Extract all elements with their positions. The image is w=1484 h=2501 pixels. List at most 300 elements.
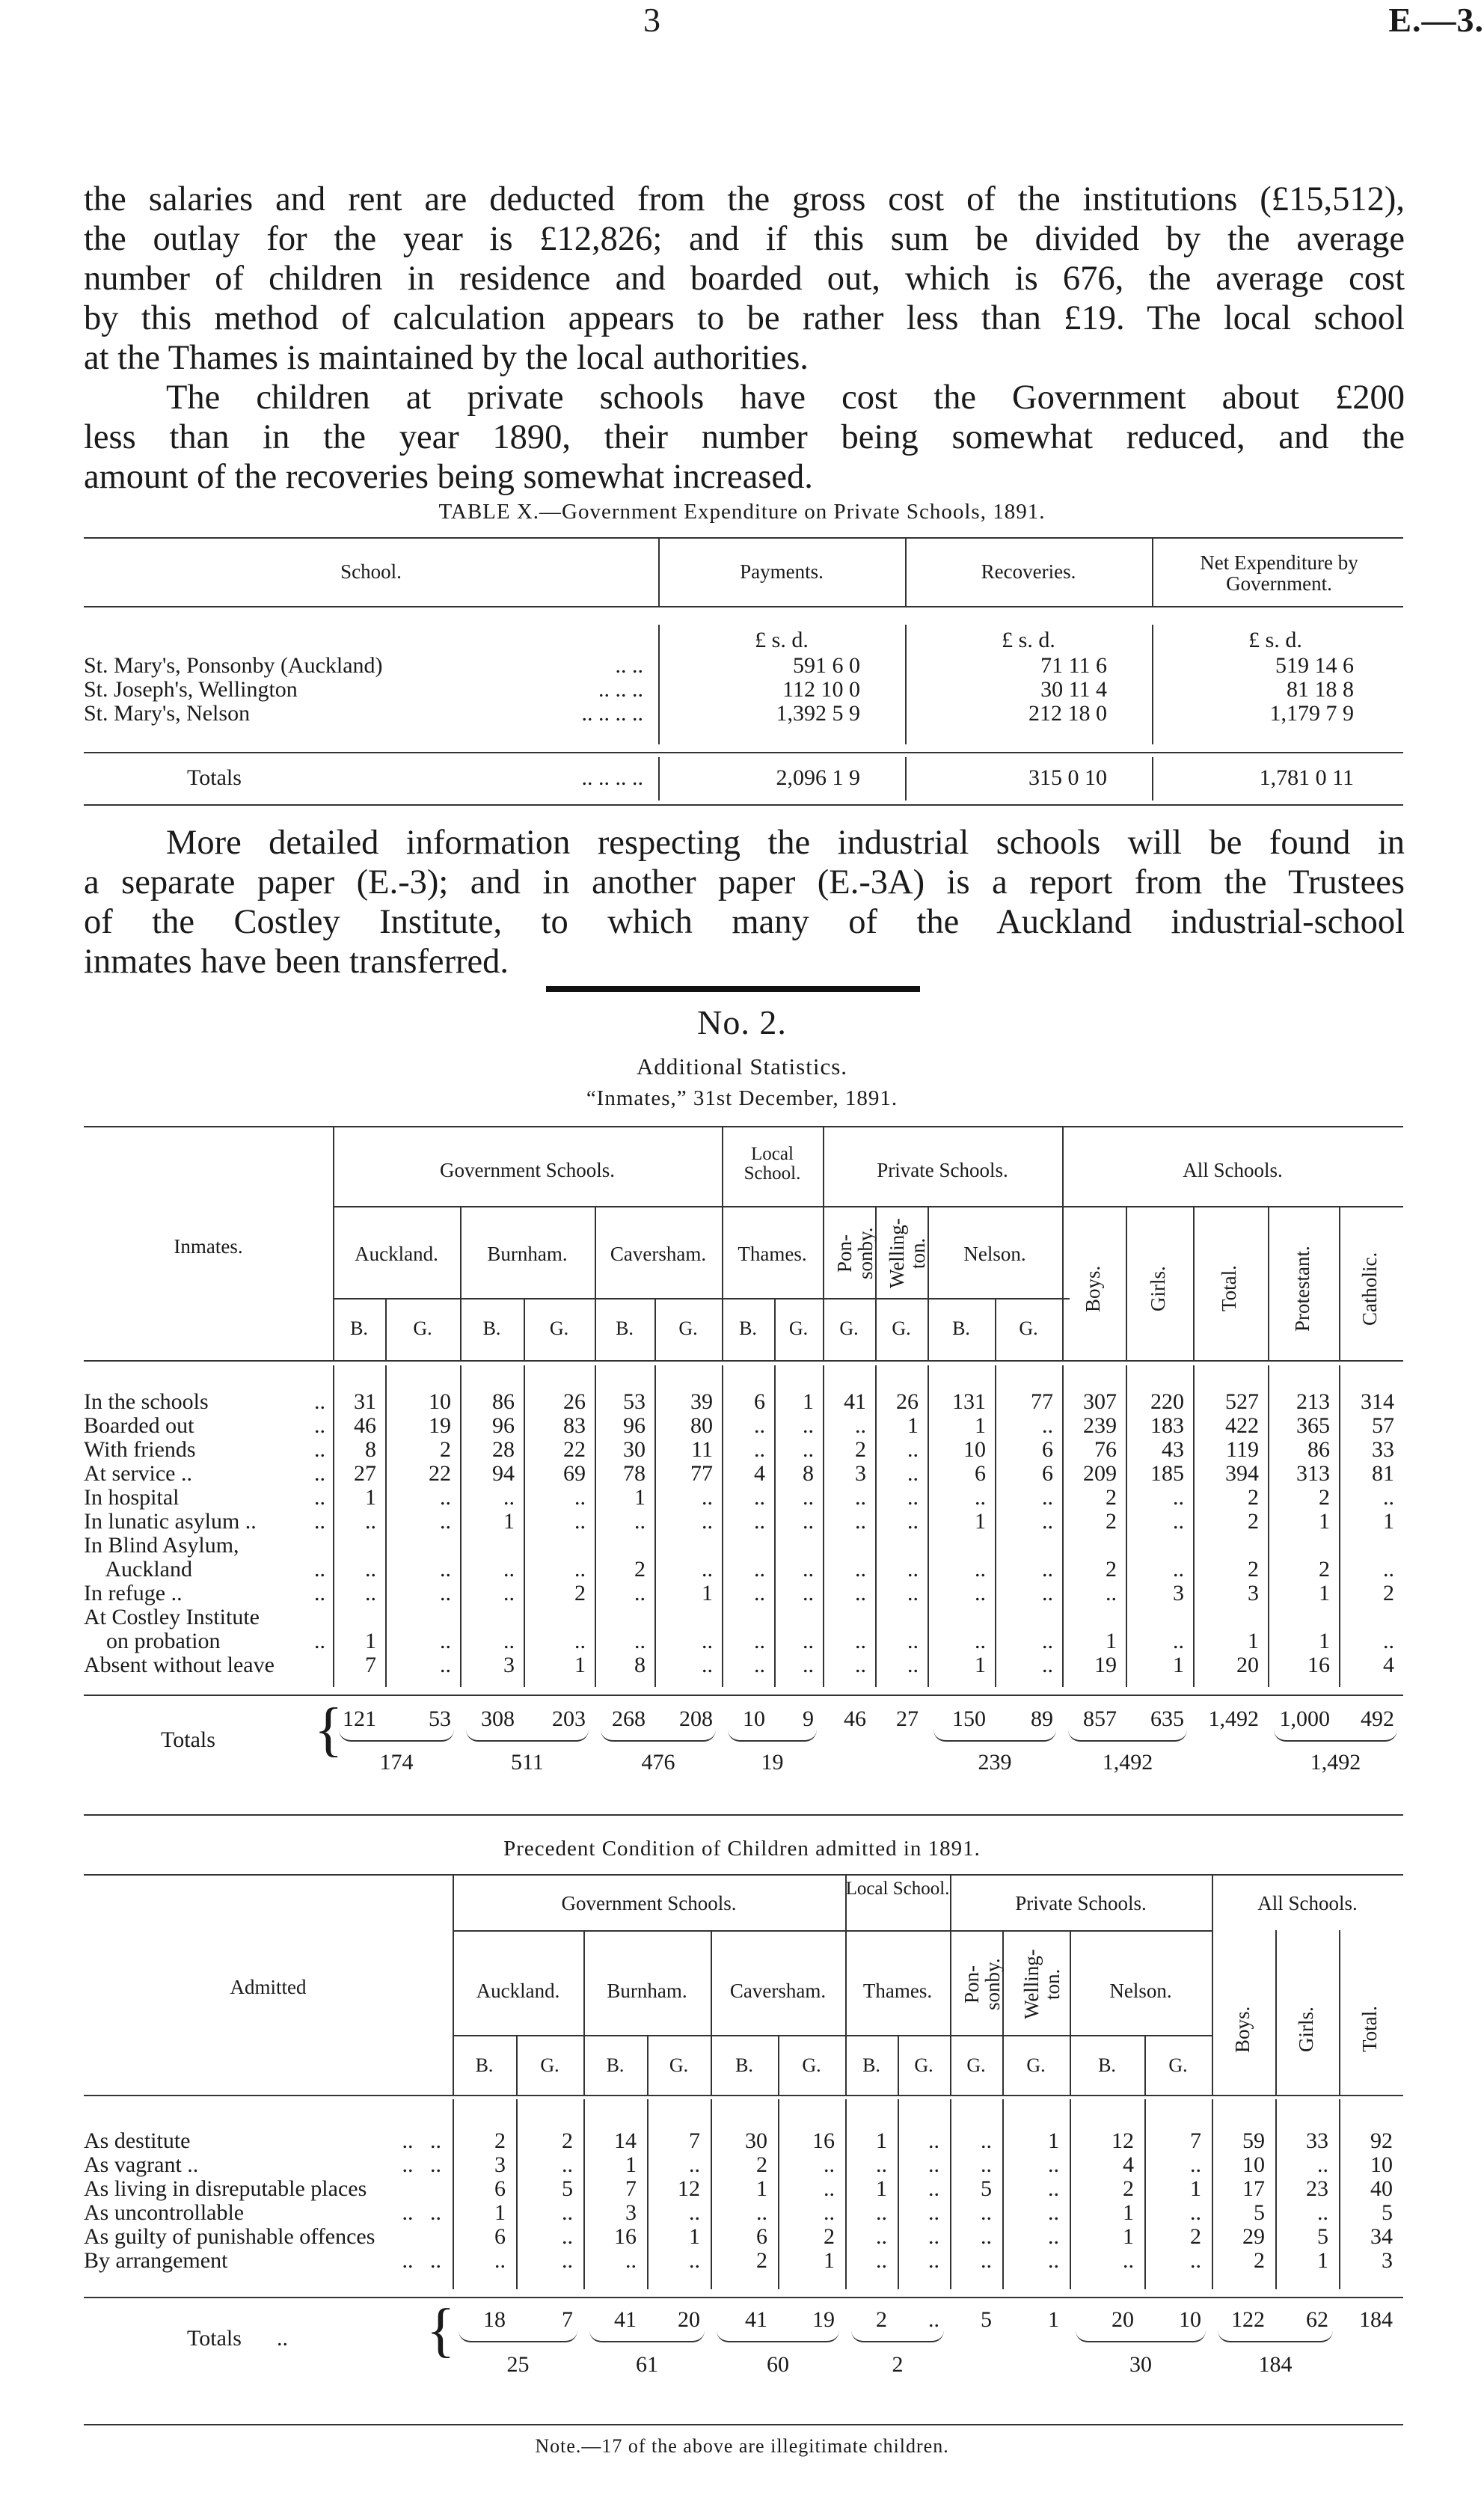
cell-value: .. <box>855 1485 866 1510</box>
cell-value: .. <box>876 2152 887 2177</box>
cell-value: .. <box>928 2248 939 2273</box>
cell-value: .. <box>754 1437 765 1462</box>
net-total: 1,781 0 11 <box>1259 765 1354 790</box>
subtotal-value: 60 <box>767 2352 789 2377</box>
text-line: at the Thames is maintained by the local authorities. <box>84 339 809 377</box>
school-wellington: Welling-ton. <box>1020 1949 1064 2020</box>
row-label: Boarded out <box>84 1413 194 1438</box>
leader-dots: .. <box>314 1509 325 1534</box>
cell-value: .. <box>876 2248 887 2273</box>
all-header: Protestant. <box>1290 1246 1313 1332</box>
net-value: 1,179 7 9 <box>1269 701 1354 726</box>
cell-value: 3 <box>855 1461 866 1486</box>
cell-value: 43 <box>1162 1437 1184 1462</box>
subtotal-value: 511 <box>511 1750 544 1775</box>
sub-header: B. <box>1098 2054 1116 2076</box>
subtotal-value: 25 <box>506 2352 530 2377</box>
cell-value: 119 <box>1226 1437 1259 1462</box>
cell-value: 10 <box>429 1389 451 1414</box>
cell-value: 1 <box>1123 2224 1134 2249</box>
total-value: 20 <box>1112 2307 1134 2332</box>
cell-value: 86 <box>1307 1437 1330 1462</box>
row-label: With friends <box>84 1437 196 1462</box>
cell-value: .. <box>754 1509 765 1534</box>
cell-value: 6 <box>754 1389 765 1414</box>
text-line: the outlay for the year is £12,826; and if this sum be divided by the average <box>84 220 1405 258</box>
rule <box>333 1206 1403 1207</box>
school-burnham: Burnham. <box>607 1980 687 2002</box>
col-header-recoveries: Recoveries. <box>981 560 1076 583</box>
cell-value: 2 <box>1106 1557 1117 1582</box>
sub-header: G. <box>413 1317 432 1339</box>
cell-value: .. <box>855 1629 866 1653</box>
row-label: Auckland <box>84 1557 192 1582</box>
total-value: 27 <box>896 1706 919 1731</box>
rule <box>84 2424 1403 2425</box>
all-header: Boys. <box>1230 2006 1254 2053</box>
cell-value: 2 <box>562 2128 573 2153</box>
cell-value: 2 <box>574 1581 586 1605</box>
cell-value: .. <box>756 2200 767 2225</box>
cell-value: .. <box>625 2248 637 2273</box>
cell-value: 2 <box>1248 1509 1259 1534</box>
rule <box>84 1695 1403 1696</box>
cell-value: .. <box>803 1581 814 1605</box>
total-value: 268 <box>612 1706 646 1731</box>
cell-value: 27 <box>354 1461 376 1486</box>
cell-value: .. <box>562 2152 573 2177</box>
cell-value: .. <box>907 1581 919 1605</box>
cell-value: 76 <box>1094 1437 1117 1462</box>
cell-value: 2 <box>1254 2248 1265 2273</box>
cell-value: .. <box>494 2248 506 2273</box>
leader-dots: .. <box>314 1413 325 1438</box>
cell-value: .. <box>824 2200 835 2225</box>
cell-value: 5 <box>1317 2224 1328 2249</box>
row-label: on probation <box>84 1629 221 1653</box>
leader-dots: .. <box>314 1485 325 1510</box>
rule <box>84 606 1403 607</box>
underbrace <box>717 2330 839 2342</box>
subtotal-value: 476 <box>641 1750 675 1775</box>
all-header: Girls. <box>1294 2006 1317 2052</box>
cell-value: 1 <box>1106 1629 1117 1653</box>
row-header: Admitted <box>230 1976 307 1998</box>
row-label: As living in disreputable places <box>84 2176 367 2201</box>
recoveries-total: 315 0 10 <box>1028 765 1107 790</box>
rule <box>333 1298 1070 1300</box>
cell-value: .. <box>1042 1485 1053 1510</box>
cell-value: .. <box>503 1581 515 1605</box>
cell-value: .. <box>907 1509 919 1534</box>
cell-value: .. <box>440 1653 451 1677</box>
cell-value: 527 <box>1225 1389 1259 1414</box>
cell-value: .. <box>975 1485 986 1510</box>
cell-value: .. <box>1190 2200 1201 2225</box>
cell-value: 22 <box>429 1461 451 1486</box>
sub-header: G. <box>540 2054 559 2076</box>
table10-caption: TABLE X.—Government Expenditure on Private Schools, 1891. <box>438 500 1046 524</box>
cell-value: 39 <box>690 1389 713 1414</box>
cell-value: 1 <box>975 1653 986 1677</box>
cell-value: 1 <box>1317 2248 1328 2273</box>
group-header-local: Local School. <box>845 1879 950 1899</box>
cell-value: .. <box>975 1557 986 1582</box>
cell-value: 10 <box>963 1437 986 1462</box>
payments-total: 2,096 1 9 <box>776 765 860 790</box>
cell-value: 7 <box>1190 2128 1201 2153</box>
total-value: 19 <box>812 2307 835 2332</box>
total-value: 10 <box>743 1706 765 1731</box>
cell-value: .. <box>907 1557 919 1582</box>
leader-dots: .. <box>314 1557 325 1582</box>
school-auckland: Auckland. <box>355 1243 438 1265</box>
school-ponsonby: Pon-sonby. <box>833 1227 877 1279</box>
cell-value: .. <box>440 1629 451 1653</box>
cell-value: 1 <box>1190 2176 1201 2201</box>
cell-value: .. <box>702 1509 713 1534</box>
cell-value: .. <box>981 2152 992 2177</box>
cell-value: .. <box>562 2200 573 2225</box>
cell-value: .. <box>365 1581 376 1605</box>
cell-value: .. <box>855 1653 866 1677</box>
cell-value: 31 <box>354 1389 376 1414</box>
cell-value: .. <box>981 2200 992 2225</box>
cell-value: .. <box>754 1485 765 1510</box>
brace: { <box>426 2298 456 2363</box>
totals-label: Totals <box>187 2326 242 2351</box>
total-value: 308 <box>481 1706 515 1731</box>
cell-value: 1 <box>574 1653 586 1677</box>
cell-value: .. <box>803 1629 814 1653</box>
cell-value: .. <box>1048 2152 1059 2177</box>
section-subtitle: “Inmates,” 31st December, 1891. <box>586 1086 898 1110</box>
sub-header: B. <box>735 2054 753 2076</box>
sub-header: G. <box>802 2054 821 2076</box>
cell-value: 183 <box>1150 1413 1184 1438</box>
group-header-gov: Government Schools. <box>561 1892 737 1914</box>
group-header-all: All Schools. <box>1257 1892 1358 1914</box>
page-number: 3 <box>643 1 660 39</box>
subtotal-value: 1,492 <box>1310 1750 1361 1775</box>
sub-header: B. <box>350 1317 368 1339</box>
cell-value: .. <box>1042 1653 1053 1677</box>
cell-value: 1 <box>689 2224 700 2249</box>
cell-value: .. <box>855 1557 866 1582</box>
cell-value: .. <box>754 1653 765 1677</box>
totals-label: Totals <box>187 765 242 790</box>
cell-value: 10 <box>1242 2152 1265 2177</box>
cell-value: 185 <box>1150 1461 1184 1486</box>
subtotal-value: 184 <box>1258 2352 1293 2377</box>
sub-header: G. <box>788 1317 809 1339</box>
cell-value: .. <box>574 1485 586 1510</box>
precedent-note: Note.—17 of the above are illegitimate children. <box>535 2435 949 2457</box>
sub-header: G. <box>966 2054 986 2076</box>
text-line: the salaries and rent are deducted from the gross cost of the institutions (£15,512), <box>84 180 1405 218</box>
cell-value: .. <box>928 2200 939 2225</box>
group-header-private: Private Schools. <box>877 1159 1008 1181</box>
row-label: In Blind Asylum, <box>84 1533 239 1558</box>
text-line: amount of the recoveries being somewhat increased. <box>84 458 813 496</box>
cell-value: 96 <box>623 1413 646 1438</box>
cell-value: .. <box>1383 1629 1394 1653</box>
cell-value: .. <box>365 1509 376 1534</box>
cell-value: .. <box>803 1653 814 1677</box>
cell-value: .. <box>824 2176 835 2201</box>
cell-value: 220 <box>1150 1389 1184 1414</box>
subtotal-value: 2 <box>892 2352 904 2377</box>
sub-header: G. <box>678 1317 698 1339</box>
cell-value: .. <box>907 1485 919 1510</box>
cell-value: 2 <box>1106 1485 1117 1510</box>
cell-value: .. <box>574 1629 586 1653</box>
cell-value: .. <box>975 1581 986 1605</box>
subtotal-value: 1,492 <box>1102 1750 1153 1775</box>
cell-value: 69 <box>563 1461 586 1486</box>
cell-value: 12 <box>678 2176 700 2201</box>
subtotal-value: 30 <box>1129 2352 1152 2377</box>
row-label: At service .. <box>84 1461 192 1486</box>
cell-value: .. <box>1383 1485 1394 1510</box>
rule <box>1126 1206 1127 1360</box>
cell-value: 10 <box>1370 2152 1393 2177</box>
cell-value: 1 <box>365 1629 376 1653</box>
cell-value: .. <box>1190 2152 1201 2177</box>
cell-value: 6 <box>975 1461 986 1486</box>
cell-value: .. <box>876 2224 887 2249</box>
cell-value: 14 <box>614 2128 637 2153</box>
cell-value: 11 <box>691 1437 713 1462</box>
cell-value: 131 <box>952 1389 986 1414</box>
cell-value: .. <box>1042 1557 1053 1582</box>
cell-value: 1 <box>1123 2200 1134 2225</box>
cell-value: .. <box>1317 2152 1328 2177</box>
totals-label: Totals <box>161 1727 215 1752</box>
underbrace <box>601 1730 716 1742</box>
school-caversham: Caversham. <box>610 1243 707 1265</box>
cell-value: 17 <box>1242 2176 1265 2201</box>
underbrace <box>589 2330 705 2342</box>
leader-dots: .. .. <box>402 2248 441 2273</box>
cell-value: 6 <box>756 2224 767 2249</box>
col-header-net: Net Expenditure by Government. <box>1200 551 1358 595</box>
row-label: In the schools <box>84 1389 209 1414</box>
cell-value: 2 <box>494 2128 506 2153</box>
cell-value: 3 <box>1173 1581 1184 1605</box>
cell-value: .. <box>440 1485 451 1510</box>
cell-value: 20 <box>1236 1653 1259 1677</box>
cell-value: 2 <box>440 1437 451 1462</box>
cell-value: .. <box>754 1629 765 1653</box>
total-value: .. <box>928 2307 939 2332</box>
cell-value: 5 <box>1382 2200 1393 2225</box>
subtotal-value: 19 <box>761 1750 784 1775</box>
total-value: 20 <box>678 2307 700 2332</box>
cell-value: .. <box>1317 2200 1328 2225</box>
rule <box>84 2095 1403 2096</box>
cell-value: 29 <box>1242 2224 1265 2249</box>
col-header-school: School. <box>340 560 402 583</box>
all-header: Catholic. <box>1358 1252 1381 1326</box>
rule <box>84 1814 1403 1816</box>
sub-header: G. <box>1026 2054 1046 2076</box>
underbrace <box>1218 2330 1333 2342</box>
cell-value: 394 <box>1225 1461 1259 1486</box>
payments-value: 112 10 0 <box>782 677 860 702</box>
cell-value: .. <box>1048 2176 1059 2201</box>
cell-value: 209 <box>1083 1461 1117 1486</box>
cell-value: 16 <box>1307 1653 1330 1677</box>
cell-value: 1 <box>1319 1629 1330 1653</box>
sub-header: G. <box>1019 1317 1038 1339</box>
leader-dots: .. <box>277 2326 288 2351</box>
rule <box>1339 1206 1340 1360</box>
total-value: 150 <box>952 1706 986 1731</box>
group-header-private: Private Schools. <box>1015 1892 1147 1914</box>
rule <box>1275 1930 1277 2095</box>
total-value: 1 <box>1048 2307 1059 2332</box>
cell-value: .. <box>440 1581 451 1605</box>
cell-value: 7 <box>365 1653 376 1677</box>
cell-value: 2 <box>1319 1485 1330 1510</box>
cell-value: .. <box>981 2224 992 2249</box>
cell-value: .. <box>1048 2248 1059 2273</box>
row-label: As vagrant .. <box>84 2152 199 2177</box>
cell-value: .. <box>702 1557 713 1582</box>
row-label: By arrangement <box>84 2248 228 2273</box>
cell-value: 1 <box>634 1485 646 1510</box>
cell-value: 1 <box>702 1581 713 1605</box>
cell-value: .. <box>803 1557 814 1582</box>
cell-value: 2 <box>1106 1509 1117 1534</box>
total-value: 203 <box>552 1706 586 1731</box>
cell-value: 23 <box>1306 2176 1328 2201</box>
cell-value: .. <box>1173 1557 1184 1582</box>
cell-value: 22 <box>563 1437 586 1462</box>
cell-value: 16 <box>812 2128 835 2153</box>
total-value: 208 <box>679 1706 713 1731</box>
row-label: In lunatic asylum .. <box>84 1509 257 1534</box>
cell-value: 2 <box>824 2224 835 2249</box>
cell-value: 1 <box>1383 1509 1394 1534</box>
school-auckland: Auckland. <box>476 1980 560 2002</box>
cell-value: 1 <box>975 1509 986 1534</box>
cell-value: 3 <box>625 2200 637 2225</box>
cell-value: 2 <box>756 2152 767 2177</box>
cell-value: 33 <box>1306 2128 1328 2153</box>
cell-value: 26 <box>896 1389 919 1414</box>
cell-value: 2 <box>855 1437 866 1462</box>
cell-value: .. <box>928 2152 939 2177</box>
cell-value: 5 <box>562 2176 573 2201</box>
leader-dots: .. .. .. .. <box>581 765 643 790</box>
cell-value: .. <box>634 1509 646 1534</box>
cell-value: .. <box>702 1485 713 1510</box>
cell-value: 1 <box>503 1509 515 1534</box>
cell-value: .. <box>634 1581 646 1605</box>
cell-value: 1 <box>876 2176 887 2201</box>
section-title: Additional Statistics. <box>636 1053 848 1080</box>
cell-value: 1 <box>756 2176 767 2201</box>
cell-value: 365 <box>1296 1413 1330 1438</box>
cell-value: 314 <box>1361 1389 1394 1414</box>
cell-value: .. <box>803 1437 814 1462</box>
sub-header: G. <box>892 1317 911 1339</box>
school-burnham: Burnham. <box>487 1243 568 1265</box>
cell-value: .. <box>907 1437 919 1462</box>
total-value: 1,000 <box>1279 1706 1330 1731</box>
rule <box>1268 1206 1269 1360</box>
total-value: 41 <box>745 2307 767 2332</box>
leader-dots: .. <box>314 1389 325 1414</box>
cell-value: 2 <box>1190 2224 1201 2249</box>
underbrace <box>466 1730 589 1742</box>
cell-value: 33 <box>1372 1437 1394 1462</box>
total-value: 41 <box>614 2307 637 2332</box>
cell-value: .. <box>907 1653 919 1677</box>
cell-value: .. <box>702 1653 713 1677</box>
total-value: 89 <box>1031 1706 1053 1731</box>
underbrace <box>851 2330 944 2342</box>
leader-dots: .. .. <box>402 2152 441 2177</box>
text-line: less than in the year 1890, their number being somewhat reduced, and the <box>84 418 1405 456</box>
section-number: No. 2. <box>697 1003 787 1041</box>
sub-header: B. <box>606 2054 625 2076</box>
sub-header: B. <box>475 2054 494 2076</box>
underbrace <box>339 1730 454 1742</box>
cell-value: .. <box>689 2248 700 2273</box>
cell-value: 1 <box>1319 1509 1330 1534</box>
school-wellington: Welling-ton. <box>886 1218 929 1288</box>
cell-value: .. <box>754 1557 765 1582</box>
cell-value: 4 <box>754 1461 765 1486</box>
cell-value: 46 <box>354 1413 376 1438</box>
cell-value: 4 <box>1383 1653 1394 1677</box>
group-header-all: All Schools. <box>1183 1159 1283 1181</box>
cell-value: 40 <box>1370 2176 1393 2201</box>
intro-paragraph-2 <box>84 378 1405 497</box>
cell-value: .. <box>1106 1581 1117 1605</box>
group-header-gov: Government Schools. <box>440 1159 615 1181</box>
row-label: At Costley Institute <box>84 1605 260 1629</box>
cell-value: .. <box>981 2248 992 2273</box>
school-nelson: Nelson. <box>1109 1980 1172 2002</box>
text-line: a separate paper (E.-3); and in another paper (E.-3A) is a report from the Trustees <box>84 863 1405 901</box>
rule <box>1152 537 1153 606</box>
school-ponsonby: Pon-sonby. <box>960 1958 1004 2011</box>
cell-value: 92 <box>1370 2128 1393 2153</box>
cell-value: 30 <box>623 1437 646 1462</box>
cell-value: .. <box>981 2128 992 2153</box>
cell-value: 3 <box>1382 2248 1393 2273</box>
cell-value: 6 <box>1042 1437 1053 1462</box>
cell-value: .. <box>365 1557 376 1582</box>
cell-value: 8 <box>803 1461 814 1486</box>
leader-dots: .. <box>314 1581 325 1605</box>
cell-value: 3 <box>1248 1581 1259 1605</box>
cell-value: .. <box>574 1557 586 1582</box>
cell-value: 34 <box>1370 2224 1393 2249</box>
sub-header: B. <box>616 1317 634 1339</box>
subtotal-value: 239 <box>978 1750 1012 1775</box>
cell-value: 6 <box>494 2176 506 2201</box>
school-name: St. Mary's, Nelson <box>84 701 251 726</box>
leader-dots: .. <box>314 1437 325 1462</box>
subtotal-value: 61 <box>636 2352 658 2377</box>
cell-value: .. <box>1042 1413 1053 1438</box>
rule <box>84 1874 1403 1876</box>
